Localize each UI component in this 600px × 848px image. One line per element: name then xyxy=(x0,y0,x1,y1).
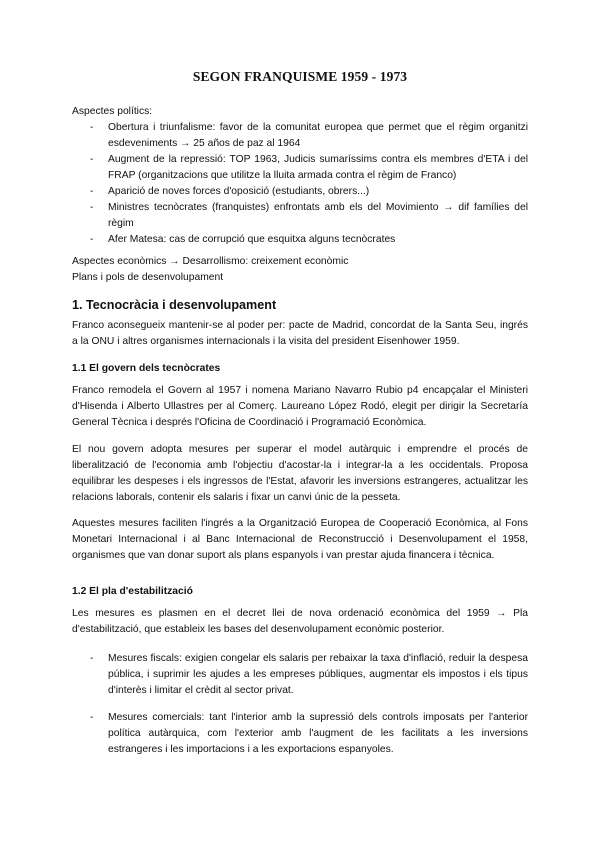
economics-summary xyxy=(72,254,528,286)
fiscal-measures-list xyxy=(72,651,528,699)
list-item: - Mesures fiscals: exigien congelar els salaris per rebaixar la taxa d'inflació, reduir la despesa pública, i suprimir les ajudes a les empreses públiques, augmentar els impostos i els tipus d'interès i limitar el crèdit al sector privat. xyxy=(72,651,528,699)
commercial-measures-list xyxy=(72,710,528,758)
list-item: - Afer Matesa: cas de corrupció que esquitxa alguns tecnòcrates xyxy=(72,232,528,248)
section-1-1-paragraph-3: Aquestes mesures faciliten l'ingrés a la Organització Europea de Cooperació Econòmica, al Fons Monetari Internacional i al Banc Internacional de Reconstrucció i Desenvolupament el 1958, organismes que van donar suport als plans espanyols i van prestar ajuda financera i tècnica. xyxy=(72,518,528,561)
politics-heading: Aspectes polítics: xyxy=(72,106,153,117)
section-1-intro: Franco aconsegueix mantenir-se al poder per: pacte de Madrid, concordat de la Santa Seu, ingrés a la ONU i altres organismes internacionals i la visita del president Eisenhower 1959. xyxy=(72,320,528,347)
section-1-1-heading: 1.1 El govern dels tecnòcrates xyxy=(72,363,221,374)
list-item: - Obertura i triunfalisme: favor de la comunitat europea que permet que el règim organitzi esdeveniments → 25 años de paz al 1964 xyxy=(72,120,528,152)
section-1-1-paragraph-2: El nou govern adopta mesures per superar el model autàrquic i emprendre el procés de liberalització de l'economia amb l'objectiu d'acostar-la i integrar-la a les occidentals. Proposa equilibrar les despeses i els ingressos de l'Estat, afavorir les inversions estrangeres, actualitzar les relacions laborals, contenir els salaris i fixar un canvi únic de la pesseta. xyxy=(72,444,528,503)
list-item: - Augment de la repressió: TOP 1963, Judicis sumaríssims contra els membres d'ETA i del FRAP (organitzacions que utilitze la lluita armada contra el règim de Franco) xyxy=(72,152,528,184)
plans-line: Plans i pols de desenvolupament xyxy=(72,272,224,283)
section-1-2-heading: 1.2 El pla d'estabilització xyxy=(72,586,193,597)
list-item: - Aparició de noves forces d'oposició (estudiants, obrers...) xyxy=(72,184,528,200)
economics-line: Aspectes econòmics → Desarrollismo: creixement econòmic xyxy=(72,256,349,267)
politics-section xyxy=(72,104,528,248)
section-1-2-intro: Les mesures es plasmen en el decret llei de nova ordenació econòmica del 1959 → Pla d'estabilització, que estableix les bases del desenvolupament econòmic posterior. xyxy=(72,608,528,635)
politics-list xyxy=(72,120,528,248)
section-1-1-paragraph-1: Franco remodela el Govern al 1957 i nomena Mariano Navarro Rubio p4 encapçalar el Ministeri d'Hisenda i Alberto Ullastres per al Comerç. Laureano López Rodó, elegit per dirigir la Secretaría General Tècnica i després l'Oficina de Coordinació i Programació Econòmica. xyxy=(72,385,528,428)
section-1-heading: 1. Tecnocràcia i desenvolupament xyxy=(72,298,277,312)
document-title: SEGON FRANQUISME 1959 - 1973 xyxy=(192,69,408,84)
list-item: - Ministres tecnòcrates (franquistes) enfrontats amb els del Movimiento → dif famílies del règim xyxy=(72,200,528,232)
list-item: - Mesures comercials: tant l'interior amb la supressió dels controls imposats per l'anterior política autàrquica, com l'exterior amb l'augment de les facilitats a les inversions estrangeres i les importacions i a les exportacions espanyoles. xyxy=(72,710,528,758)
